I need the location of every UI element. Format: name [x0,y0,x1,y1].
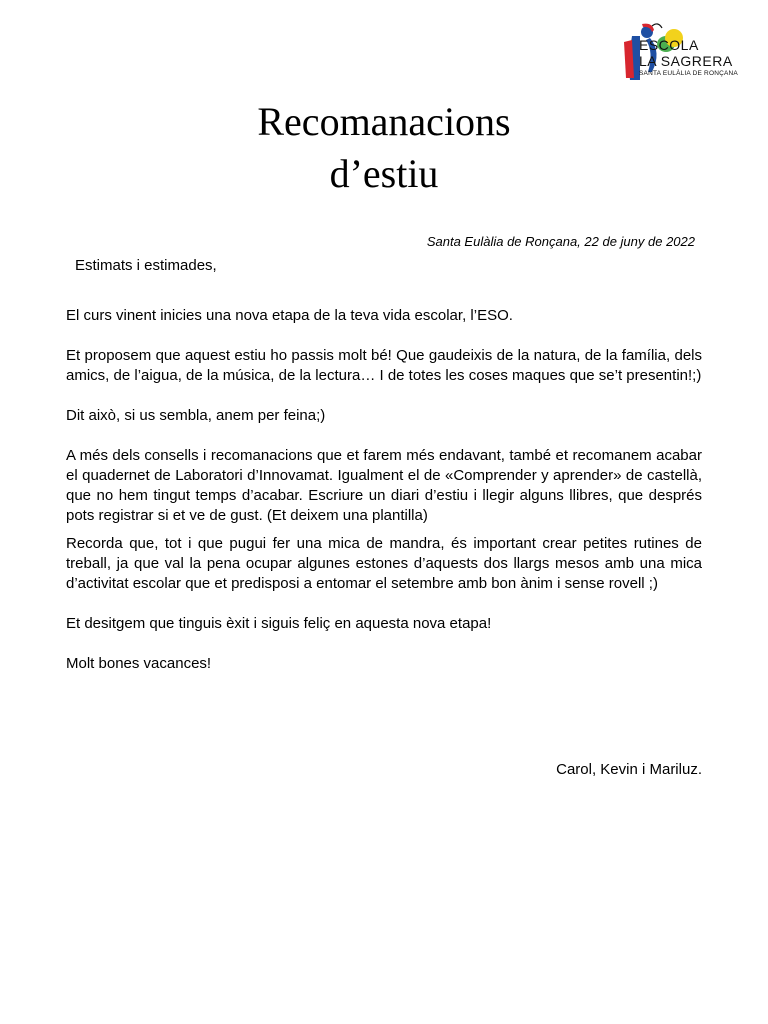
letter-greeting: Estimats i estimades, [75,257,217,274]
body-paragraph: El curs vinent inicies una nova etapa de la teva vida escolar, l’ESO. [66,307,513,324]
letter-date: Santa Eulàlia de Ronçana, 22 de juny de 2022 [426,234,695,249]
document-title [0,96,768,200]
title-line-1: Recomanacions [257,99,511,144]
body-paragraph: Et proposem que aquest estiu ho passis molt bé! Que gaudeixis de la natura, de la família, dels amics, de l’aigua, de la música, de la lectura… I de totes les coses maques que se’t presentin!;) [66,347,702,384]
body-paragraph: A més dels consells i recomanacions que et farem més endavant, també et recomanem acabar el quadernet de Laboratori d’Innovamat. Igualment el de «Comprender y aprender» de castellà, que no hem tingut temps d’acabar. Escriure un diari d’estiu i llegir alguns llibres, que després pots registrar si et ve de gust. (Et deixem una plantilla) [66,447,702,524]
letter-body [66,306,702,674]
title-line-2: d’estiu [329,151,439,196]
body-paragraph: Et desitgem que tinguis èxit i siguis feliç en aquesta nova etapa! [66,615,492,632]
logo-text-location: SANTA EULÀLIA DE RONÇANA [639,70,738,77]
body-paragraph: Molt bones vacances! [66,655,212,672]
body-paragraph: Recorda que, tot i que pugui fer una mica de mandra, és important crear petites rutines de treball, ja que val la pena ocupar algunes estones d’aquests dos llargs mesos amb una mica d’activitat escolar que et predisposi a entomar el setembre amb bon ànim i sense rovell ;) [66,535,702,592]
body-paragraph: Dit això, si us sembla, anem per feina;) [66,407,326,424]
logo-text-la-sagrera: LA SAGRERA [639,53,733,69]
logo-text-escola: ESCOLA [639,37,699,53]
letter-signature: Carol, Kevin i Mariluz. [556,761,702,778]
school-logo [622,22,738,84]
